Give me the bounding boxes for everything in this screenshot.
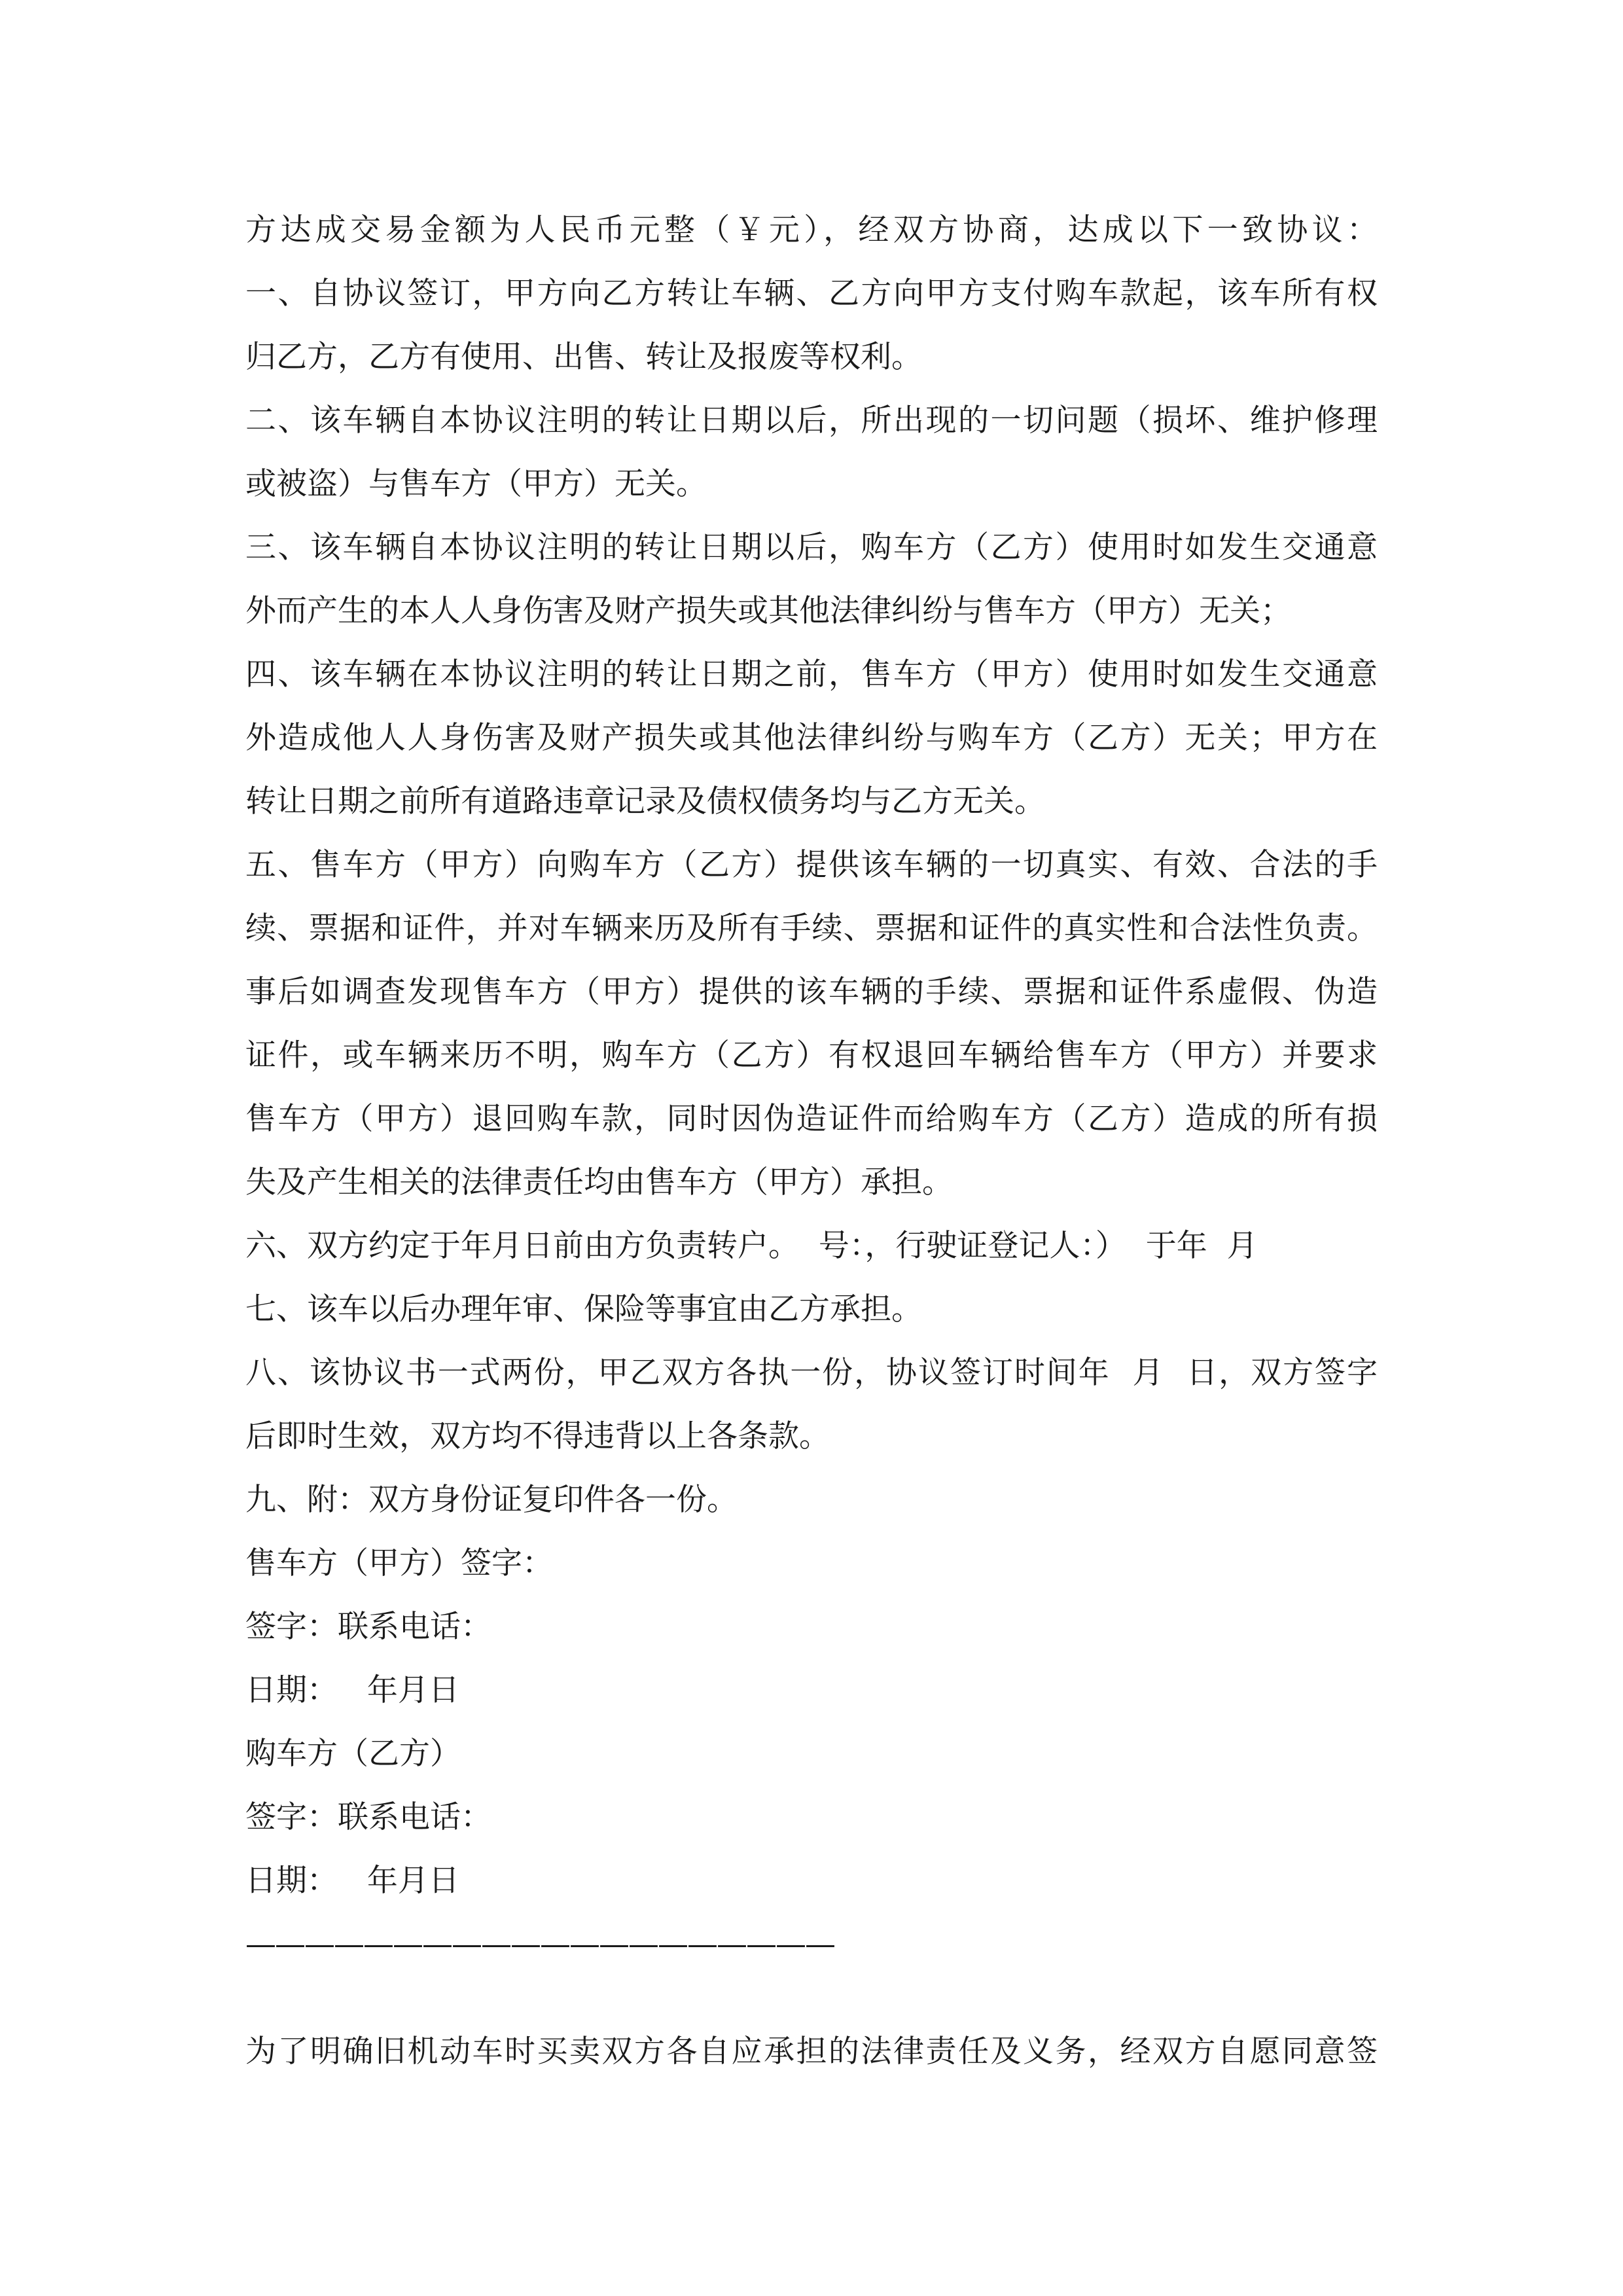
text-line: 方达成交易金额为人民币元整（￥元），经双方协商，达成以下一致协议： <box>245 212 1378 248</box>
text-line: 九、附：双方身份证复印件各一份。 <box>245 1482 738 1518</box>
text-line: 外而产生的本人人身伤害及财产损失或其他法律纠纷与售车方（甲方）无关； <box>245 593 1291 629</box>
seller-signature-label: 售车方（甲方）签字： <box>245 1545 553 1581</box>
text-line: 转让日期之前所有道路违章记录及债权债务均与乙方无关。 <box>245 783 1045 819</box>
text-line: 续、票据和证件，并对车辆来历及所有手续、票据和证件的真实性和合法性负责。 <box>245 910 1378 946</box>
text-line: 事后如调查发现售车方（甲方）提供的该车辆的手续、票据和证件系虚假、伪造 <box>245 974 1378 1010</box>
seller-date-label: 日期： 年月日 <box>245 1672 459 1708</box>
text-line: 一、自协议签订，甲方向乙方转让车辆、乙方向甲方支付购车款起，该车所有权 <box>245 276 1378 312</box>
buyer-phone-label: 签字：联系电话： <box>245 1799 491 1835</box>
text-line: 后即时生效，双方均不得违背以上各条款。 <box>245 1418 830 1454</box>
text-line: 八、该协议书一式两份，甲乙双方各执一份，协议签订时间年 月 日，双方签字 <box>245 1355 1378 1391</box>
text-line: 七、该车以后办理年审、保险等事宜由乙方承担。 <box>245 1291 922 1327</box>
separator-line: ———————————————————— <box>245 1926 834 1962</box>
text-line: 证件，或车辆来历不明，购车方（乙方）有权退回车辆给售车方（甲方）并要求 <box>245 1037 1378 1073</box>
buyer-date-label: 日期： 年月日 <box>245 1863 459 1899</box>
text-line: 五、售车方（甲方）向购车方（乙方）提供该车辆的一切真实、有效、合法的手 <box>245 847 1378 883</box>
text-line: 二、该车辆自本协议注明的转让日期以后，所出现的一切问题（损坏、维护修理 <box>245 403 1378 439</box>
text-line: 失及产生相关的法律责任均由售车方（甲方）承担。 <box>245 1164 953 1200</box>
seller-phone-label: 签字：联系电话： <box>245 1609 491 1645</box>
text-line: 归乙方，乙方有使用、出售、转让及报废等权利。 <box>245 339 922 375</box>
text-line: 四、该车辆在本协议注明的转让日期之前，售车方（甲方）使用时如发生交通意 <box>245 656 1378 692</box>
text-line: 三、该车辆自本协议注明的转让日期以后，购车方（乙方）使用时如发生交通意 <box>245 529 1378 565</box>
text-line: 售车方（甲方）退回购车款，同时因伪造证件而给购车方（乙方）造成的所有损 <box>245 1101 1378 1137</box>
text-line: 或被盗）与售车方（甲方）无关。 <box>245 466 707 502</box>
buyer-label: 购车方（乙方） <box>245 1736 461 1772</box>
text-line: 六、双方约定于年月日前由方负责转户。 号：，行驶证登记人：） 于年 月 <box>245 1228 1258 1264</box>
text-line: 外造成他人人身伤害及财产损失或其他法律纠纷与购车方（乙方）无关；甲方在 <box>245 720 1378 756</box>
text-line: 为了明确旧机动车时买卖双方各自应承担的法律责任及义务，经双方自愿同意签 <box>245 2034 1378 2070</box>
